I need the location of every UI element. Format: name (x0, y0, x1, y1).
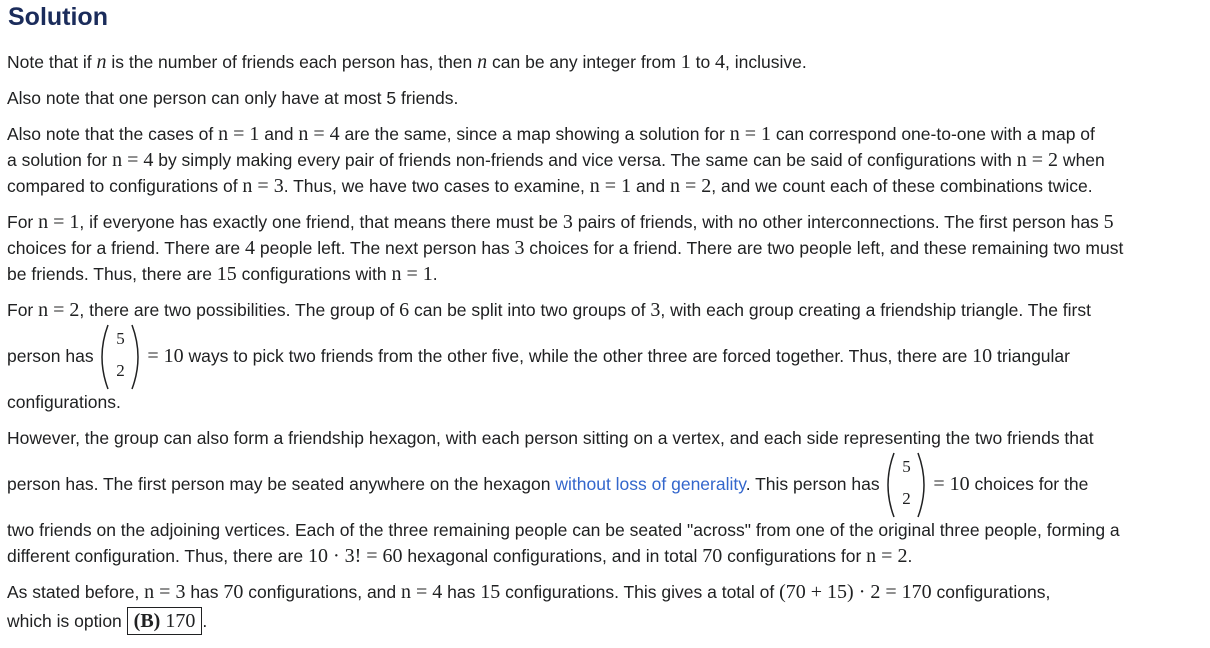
text: person has (7, 346, 99, 366)
text: . This person has (745, 474, 885, 494)
paragraph-6-line-2 (7, 448, 1088, 521)
paragraph-6-line-3: two friends on the adjoining vertices. Each of the three remaining people can be seated "across" from one of the original three people, forming a (7, 520, 1120, 540)
text: has (185, 582, 224, 602)
text: , if everyone has exactly one friend, that means there must be (79, 212, 563, 232)
text: and (259, 124, 299, 144)
math-number: 70 (223, 581, 244, 603)
binomial-bottom: 2 (902, 489, 911, 509)
math-number: 6 (399, 299, 410, 321)
math-number: 4 (245, 237, 255, 259)
math-number: 1 (680, 51, 691, 73)
text: people left. The next person has (255, 238, 515, 258)
math-expr: 10 · 3! = 60 (307, 545, 403, 567)
text: Also note that the cases of (7, 124, 219, 144)
text: . (907, 546, 913, 566)
paragraph-6-line-1: However, the group can also form a friendship hexagon, with each person sitting on a vertex, and each side representing the two friends that (7, 428, 1094, 448)
math-expr: n = 2 (38, 299, 80, 321)
boxed-answer (127, 607, 203, 635)
text: , and we count each of these combinations twice. (711, 176, 1093, 196)
wiki-link-without-loss-of-generality[interactable]: without loss of generality (555, 474, 746, 494)
text: , with each group creating a friendship triangle. The first (660, 300, 1091, 320)
text: be friends. Thus, there are (7, 264, 217, 284)
math-expr: n = 2 (670, 175, 712, 197)
math-number: 3 (562, 211, 573, 233)
text: person has. The first person may be seated anywhere on the hexagon (7, 474, 556, 494)
math-expr: n = 3 (242, 175, 284, 197)
text: which is option (7, 611, 127, 631)
math-expr: n = 2 (1016, 149, 1059, 171)
text: configurations for (722, 546, 867, 566)
text: different configuration. Thus, there are (7, 546, 308, 566)
text: ways to pick two friends from the other five, while the other three are forced together. Thus, there are (183, 346, 973, 366)
text: configurations with (236, 264, 392, 284)
math-number: 3 (514, 237, 525, 259)
paragraph-3-line-2 (7, 148, 1105, 172)
paragraph-1 (7, 50, 807, 74)
text: . (202, 611, 208, 631)
text: triangular (992, 346, 1070, 366)
binomial-coefficient (884, 449, 928, 521)
paragraph-2: Also note that one person can only have at most 5 friends. (7, 88, 459, 108)
text: can be split into two groups of (409, 300, 651, 320)
text: As stated before, (7, 582, 145, 602)
math-expr: n = 1 (391, 263, 433, 285)
math-expr: n = 1 (729, 123, 771, 145)
paragraph-4-line-1 (7, 210, 1114, 234)
paragraph-5-line-3: configurations. (7, 392, 121, 412)
paragraph-6-line-4 (7, 544, 912, 568)
math-n: n (96, 51, 107, 73)
text: . (432, 264, 438, 284)
paragraph-7-line-1 (7, 580, 1050, 604)
math-number: 70 (702, 545, 723, 567)
paragraph-5-line-2 (7, 320, 1070, 393)
math-expr: n = 2 (866, 545, 908, 567)
text: choices for a friend. There are two people left, and these remaining two must (524, 238, 1124, 258)
text: choices for the (969, 474, 1089, 494)
binomial-coefficient (98, 321, 142, 393)
text: , there are two possibilities. The group of (79, 300, 400, 320)
math-expr: n = 4 (401, 581, 443, 603)
math-expr: n = 1 (218, 123, 260, 145)
binomial-bottom: 2 (116, 361, 125, 381)
paragraph-5-line-1 (7, 298, 1091, 322)
text: configurations. This gives a total of (500, 582, 780, 602)
paragraph-7-line-2 (7, 607, 207, 635)
text: configurations, and (243, 582, 402, 602)
text: Note that if (7, 52, 97, 72)
math-expr: n = 1 (38, 211, 80, 233)
binomial-top: 5 (116, 329, 125, 349)
paragraph-4-line-2 (7, 236, 1123, 260)
math-number: 15 (480, 581, 501, 603)
answer-option: (B) (133, 610, 161, 632)
text: is the number of friends each person has, then (106, 52, 478, 72)
text: by simply making every pair of friends non-friends and vice versa. The same can be said of configurations with (153, 150, 1017, 170)
text: and (631, 176, 671, 196)
math-expr: = 10 (147, 345, 184, 367)
math-expr: n = 4 (112, 149, 154, 171)
text: hexagonal configurations, and in total (402, 546, 703, 566)
math-number: 10 (972, 345, 993, 367)
text: has (442, 582, 481, 602)
text: a solution for (7, 150, 113, 170)
text: . Thus, we have two cases to examine, (283, 176, 590, 196)
binomial-top: 5 (902, 457, 911, 477)
text: configurations, (931, 582, 1051, 602)
text: , inclusive. (725, 52, 807, 72)
math-number: 3 (650, 299, 661, 321)
text: can correspond one-to-one with a map of (770, 124, 1095, 144)
text: compared to configurations of (7, 176, 243, 196)
math-expr: n = 4 (298, 123, 340, 145)
text: can be any integer from (487, 52, 681, 72)
paragraph-4-line-3 (7, 262, 438, 286)
paragraph-3-line-3 (7, 174, 1093, 198)
text: For (7, 212, 39, 232)
math-n: n (477, 51, 488, 73)
text: choices for a friend. There are (7, 238, 245, 258)
section-heading: Solution (8, 3, 108, 31)
math-expr: = 10 (933, 473, 970, 495)
math-expr: (70 + 15) · 2 = 170 (779, 581, 932, 603)
text: to (690, 52, 716, 72)
math-number: 15 (216, 263, 237, 285)
text: For (7, 300, 39, 320)
math-number: 4 (715, 51, 726, 73)
math-expr: n = 1 (589, 175, 632, 197)
math-number: 5 (1103, 211, 1114, 233)
math-expr: n = 3 (144, 581, 186, 603)
paragraph-3-line-1 (7, 122, 1095, 146)
text: pairs of friends, with no other interconnections. The first person has (572, 212, 1104, 232)
text: are the same, since a map showing a solution for (339, 124, 730, 144)
text: when (1058, 150, 1105, 170)
answer-value: 170 (160, 610, 196, 632)
